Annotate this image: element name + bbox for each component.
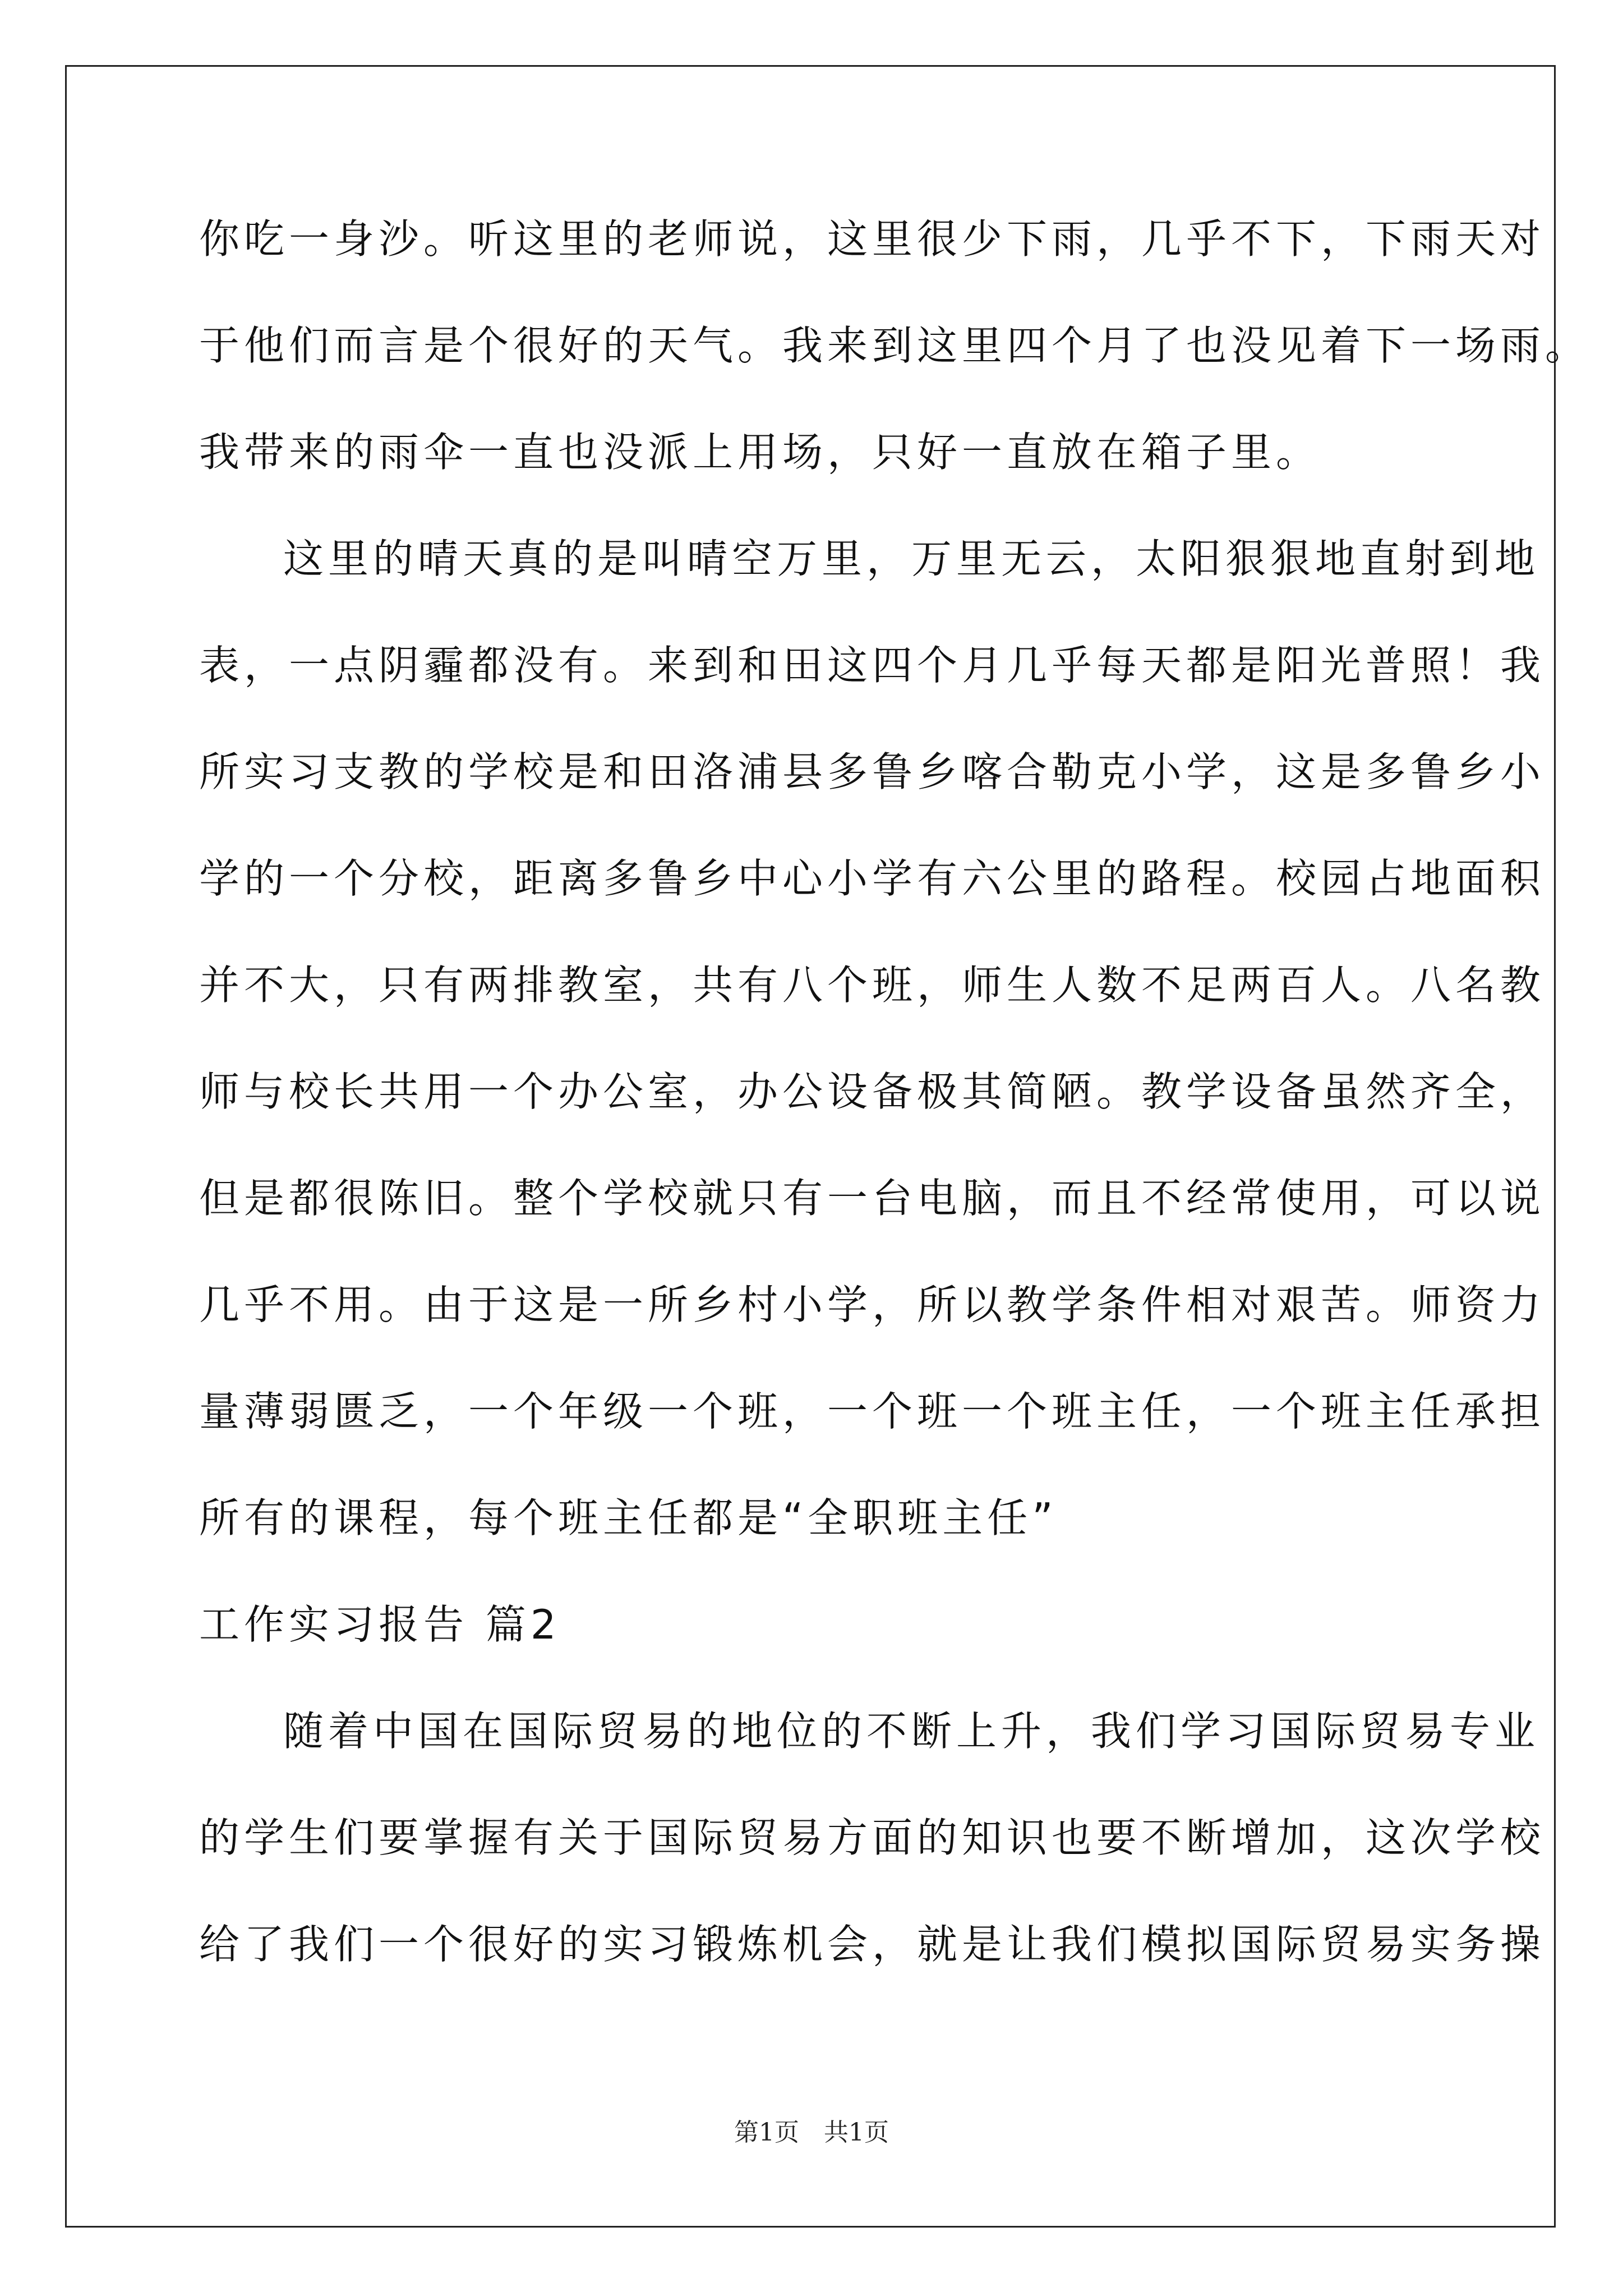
page-border: [65, 65, 1556, 2228]
paragraph-line: 几乎不用。由于这是一所乡村小学，所以教学条件相对艰苦。师资力: [199, 1281, 1546, 1328]
paragraph-line: 你吃一身沙。听这里的老师说，这里很少下雨，几乎不下，下雨天对: [199, 215, 1546, 263]
paragraph-line: 量薄弱匮乏，一个年级一个班，一个班一个班主任，一个班主任承担: [199, 1388, 1546, 1435]
section-heading: 工作实习报告 篇2: [199, 1601, 561, 1648]
paragraph-line: 学的一个分校，距离多鲁乡中心小学有六公里的路程。校园占地面积: [199, 855, 1546, 902]
paragraph-line: 师与校长共用一个办公室，办公设备极其简陋。教学设备虽然齐全，: [199, 1068, 1546, 1115]
paragraph-line: 于他们而言是个很好的天气。我来到这里四个月了也没见着下一场雨。: [199, 322, 1590, 369]
paragraph-line: 所实习支教的学校是和田洛浦县多鲁乡喀合勒克小学，这是多鲁乡小: [199, 748, 1546, 795]
paragraph-line: 给了我们一个很好的实习锻炼机会，就是让我们模拟国际贸易实务操: [199, 1921, 1546, 1968]
paragraph-line: 并不大，只有两排教室，共有八个班，师生人数不足两百人。八名教: [199, 961, 1546, 1009]
paragraph-line: 但是都很陈旧。整个学校就只有一台电脑，而且不经常使用，可以说: [199, 1175, 1546, 1222]
paragraph-line: 随着中国在国际贸易的地位的不断上升，我们学习国际贸易专业: [283, 1708, 1540, 1755]
paragraph-line: 这里的晴天真的是叫晴空万里，万里无云，太阳狠狠地直射到地: [283, 535, 1540, 582]
paragraph-line: 的学生们要掌握有关于国际贸易方面的知识也要不断增加，这次学校: [199, 1814, 1546, 1861]
paragraph-line: 表，一点阴霾都没有。来到和田这四个月几乎每天都是阳光普照！我: [199, 642, 1546, 689]
paragraph-line: 我带来的雨伞一直也没派上用场，只好一直放在箱子里。: [199, 429, 1321, 476]
page-footer: 第1页 共1页: [734, 2118, 889, 2147]
paragraph-line: 所有的课程，每个班主任都是“全职班主任”: [199, 1494, 1058, 1542]
